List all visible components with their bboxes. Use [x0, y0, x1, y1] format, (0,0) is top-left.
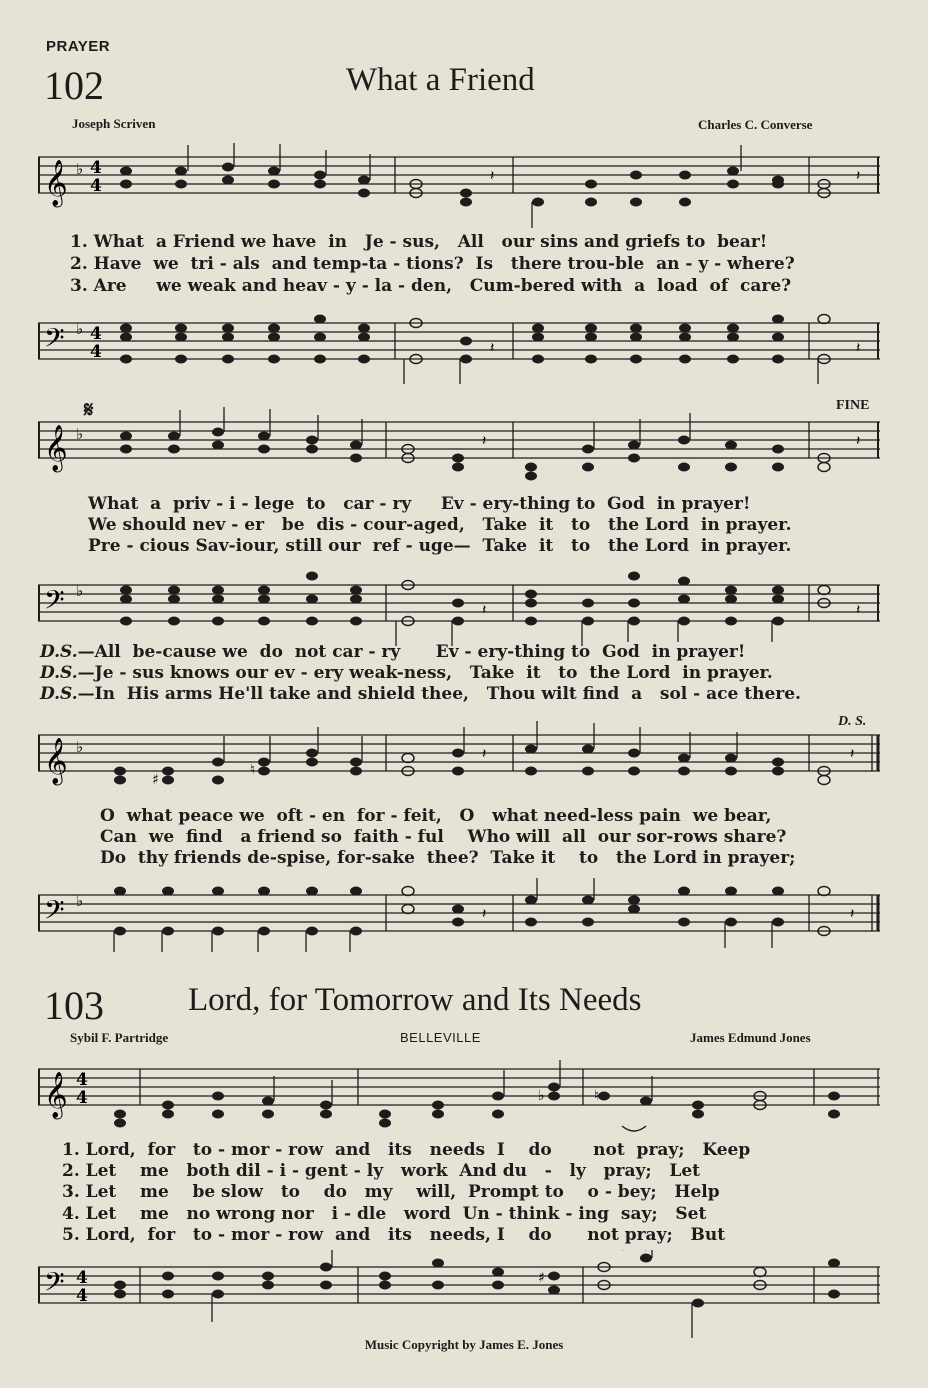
lyrics-102-s2-verse-2: We should nev - er be dis - cour-aged, Take it to the Lord in prayer. — [88, 515, 792, 535]
ds-prefix: D.S. — [40, 684, 78, 704]
fine-marker: FINE — [836, 398, 870, 413]
svg-text:4: 4 — [76, 1088, 88, 1108]
svg-text:♭: ♭ — [76, 892, 84, 910]
svg-text:𝄽: 𝄽 — [856, 168, 861, 184]
lyrics-103-verse-4: 4. Let me no wrong nor i - dle word Un - think - ing say; Set — [62, 1204, 707, 1224]
svg-text:♯: ♯ — [538, 1270, 545, 1286]
staff-102-s1-treble — [38, 140, 880, 240]
svg-text:𝄽: 𝄽 — [856, 433, 861, 449]
svg-text:𝄢: 𝄢 — [44, 1266, 65, 1304]
svg-text:𝄽: 𝄽 — [850, 906, 855, 922]
lyrics-103-verse-1: 1. Lord, for to - mor - row and its needs I do not pray; Keep — [62, 1140, 751, 1160]
ds-lyrics-1 — [40, 642, 745, 663]
svg-text:♭: ♭ — [538, 1088, 545, 1104]
svg-text:4: 4 — [90, 324, 102, 344]
lyrics-102-s2-verse-3: Pre - cious Sav-iour, still our ref - uge— Take it to the Lord in prayer. — [88, 536, 792, 556]
svg-text:𝄽: 𝄽 — [482, 746, 487, 762]
ds-text: —In His arms He'll take and shield thee, Thou wilt find a sol - ace there. — [77, 684, 801, 704]
svg-text:4: 4 — [76, 1268, 88, 1288]
segno-sign: 𝄋 — [84, 397, 94, 423]
svg-text:♭: ♭ — [76, 425, 84, 443]
svg-text:𝄞: 𝄞 — [44, 738, 68, 784]
lyrics-102-s2-verse-1: What a priv - i - lege to car - ry Ev - ery-thing to God in prayer! — [88, 494, 751, 514]
svg-text:𝄞: 𝄞 — [44, 425, 68, 471]
ds-lyrics-3 — [40, 684, 801, 705]
svg-text:𝄞: 𝄞 — [44, 160, 68, 206]
tune-name: BELLEVILLE — [400, 1030, 481, 1045]
hymn-number-102: 102 — [44, 63, 104, 108]
staff-102-s2-bass — [38, 568, 880, 648]
svg-text:4: 4 — [90, 176, 102, 196]
svg-text:♭: ♭ — [76, 582, 84, 600]
ds-prefix: D.S. — [40, 663, 78, 683]
lyrics-102-s3-verse-1: O what peace we oft - en for - feit, O what need-less pain we bear, — [100, 806, 772, 826]
ds-prefix: D.S. — [40, 642, 78, 662]
svg-text:𝄢: 𝄢 — [44, 322, 65, 360]
svg-text:𝄞: 𝄞 — [44, 1072, 68, 1118]
lyrics-103-verse-3: 3. Let me be slow to do my will, Prompt to o - bey; Help — [62, 1182, 720, 1202]
svg-text:4: 4 — [90, 342, 102, 362]
staff-102-s3-treble — [38, 718, 880, 808]
svg-text:4: 4 — [90, 158, 102, 178]
composer-credit-102: Charles C. Converse — [698, 117, 813, 132]
svg-text:𝄽: 𝄽 — [856, 602, 861, 618]
svg-text:𝄽: 𝄽 — [850, 746, 855, 762]
lyrics-103-verse-5: 5. Lord, for to - mor - row and its needs, I do not pray; But — [62, 1225, 726, 1245]
svg-text:𝄢: 𝄢 — [44, 894, 65, 932]
copyright-footer: Music Copyright by James E. Jones — [364, 1337, 564, 1352]
hymn-title-102: What a Friend — [346, 62, 535, 98]
svg-text:𝄽: 𝄽 — [490, 168, 495, 184]
section-label: PRAYER — [46, 38, 111, 55]
svg-text:𝄽: 𝄽 — [482, 602, 487, 618]
staff-102-s3-bass — [38, 878, 880, 958]
svg-text:♮: ♮ — [250, 762, 256, 778]
svg-text:4: 4 — [76, 1286, 88, 1306]
svg-text:♭: ♭ — [76, 320, 84, 338]
ds-text: —Je - sus knows our ev - ery weak-ness, Take it to the Lord in prayer. — [77, 663, 773, 683]
lyrics-102-s3-verse-3: Do thy friends de-spise, for-sake thee? Take it to the Lord in prayer; — [100, 848, 796, 868]
svg-text:𝄽: 𝄽 — [856, 340, 861, 356]
ds-text: —All be-cause we do not car - ry Ev - ery-thing to God in prayer! — [77, 642, 746, 662]
svg-text:♯: ♯ — [152, 772, 159, 788]
staff-102-s1-bass — [38, 306, 880, 386]
svg-text:♮: ♮ — [594, 1088, 600, 1104]
staff-103-bass — [38, 1250, 880, 1342]
hymn-number-103: 103 — [44, 983, 104, 1028]
lyricist-credit-102: Joseph Scriven — [72, 116, 156, 131]
lyrics-102-s1-verse-2: 2. Have we tri - als and temp-ta - tions? Is there trou-ble an - y - where? — [70, 254, 795, 274]
ds-lyrics-2 — [40, 663, 773, 684]
ds-marker: D. S. — [838, 714, 867, 729]
staff-103-treble — [38, 1052, 880, 1147]
svg-text:𝄽: 𝄽 — [490, 340, 495, 356]
hymn-title-103: Lord, for Tomorrow and Its Needs — [188, 982, 642, 1018]
svg-text:𝄽: 𝄽 — [482, 906, 487, 922]
lyrics-102-s1-verse-1: 1. What a Friend we have in Je - sus, All our sins and griefs to bear! — [70, 232, 768, 252]
staff-102-s2-treble — [38, 405, 880, 500]
lyrics-102-s1-verse-3: 3. Are we weak and heav - y - la - den, Cum-bered with a load of care? — [70, 276, 792, 296]
svg-text:♭: ♭ — [76, 160, 84, 178]
svg-text:𝄢: 𝄢 — [44, 584, 65, 622]
composer-credit-103: James Edmund Jones — [690, 1030, 811, 1045]
svg-text:𝄽: 𝄽 — [482, 433, 487, 449]
lyrics-102-s3-verse-2: Can we find a friend so faith - ful Who will all our sor-rows share? — [100, 827, 787, 847]
svg-text:♭: ♭ — [76, 738, 84, 756]
lyrics-103-verse-2: 2. Let me both dil - i - gent - ly work And du - ly pray; Let — [62, 1161, 701, 1181]
svg-text:4: 4 — [76, 1070, 88, 1090]
lyricist-credit-103: Sybil F. Partridge — [70, 1030, 169, 1045]
